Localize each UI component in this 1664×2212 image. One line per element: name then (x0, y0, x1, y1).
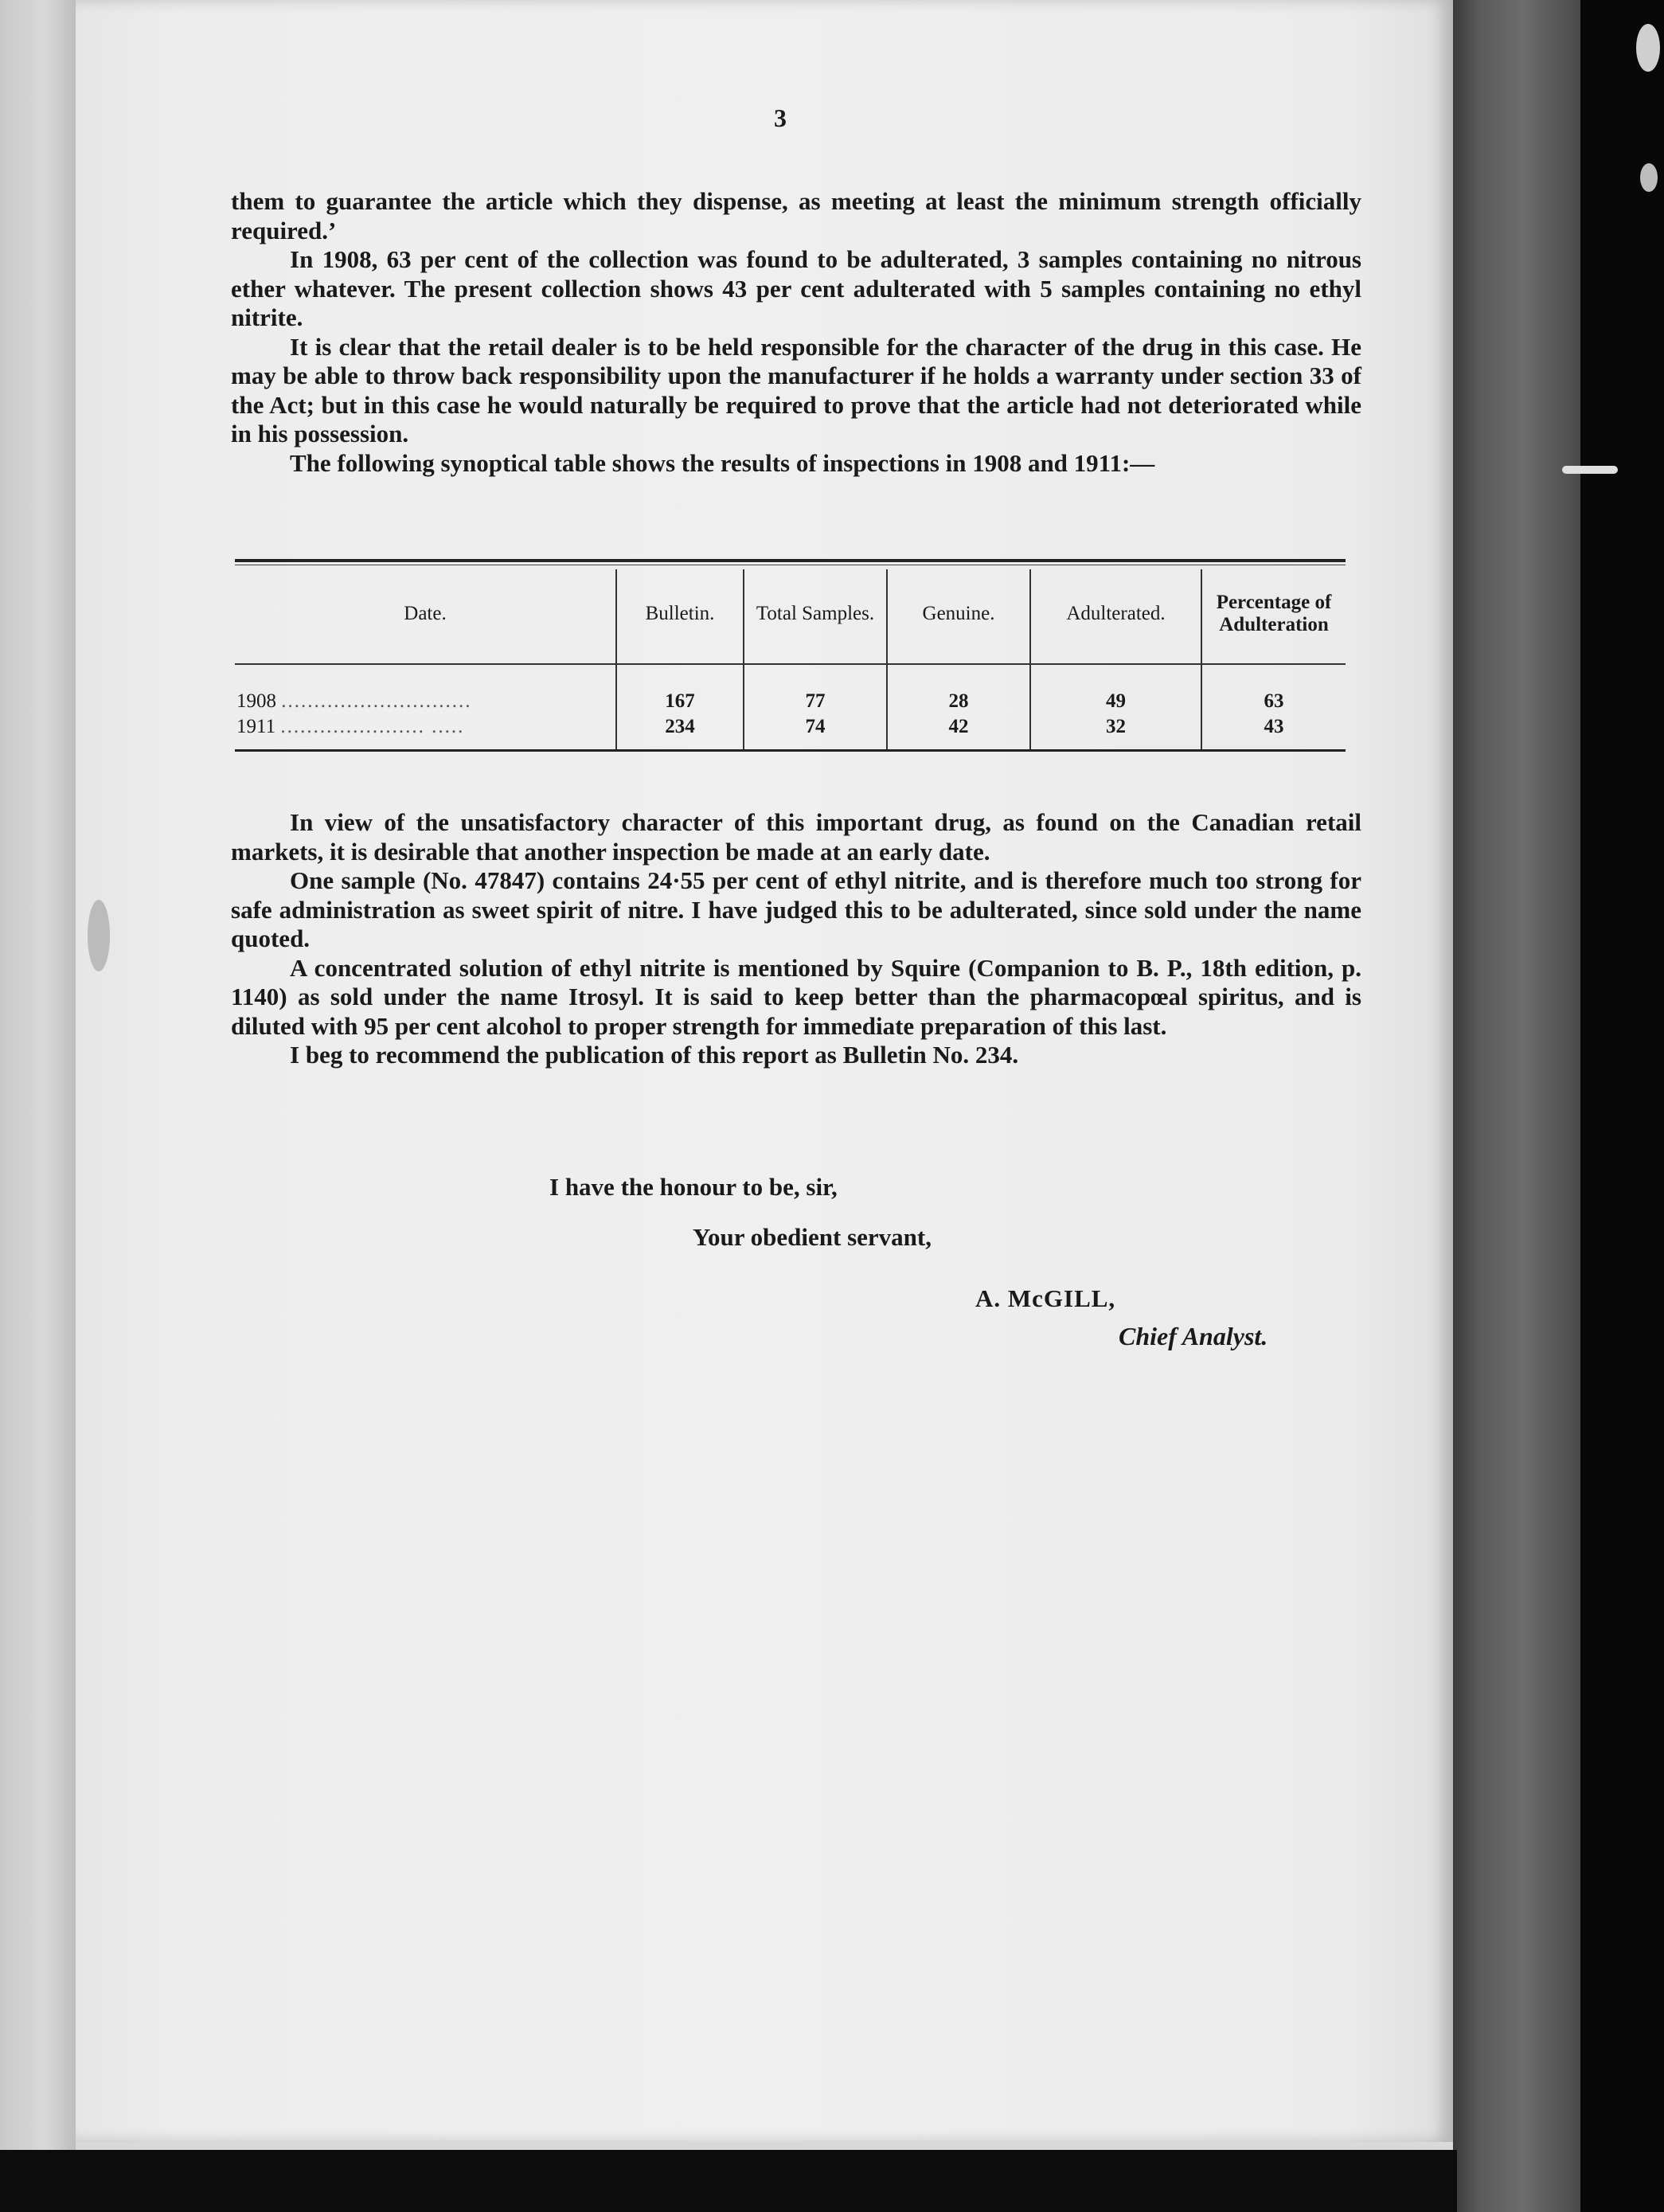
cell-genuine: 28 (887, 664, 1030, 714)
body-text-top (231, 187, 1361, 478)
leader-dots: ...................... ..... (280, 716, 465, 737)
paragraph: One sample (No. 47847) contains 24·55 per cent of ethyl nitrite, and is therefore much too strong for safe administration as sweet spirit of nitre. I have judged this to be adulterated, since sold under the name quoted. (231, 866, 1361, 952)
scan-speck (88, 900, 110, 971)
cell-total: 74 (744, 714, 887, 749)
scan-speck (1636, 24, 1660, 72)
table-row (235, 714, 1346, 749)
cell-date (235, 714, 616, 749)
leader-dots: ............................. (281, 690, 472, 712)
paragraph: I beg to recommend the publication of this report as Bulletin No. 234. (290, 1041, 1019, 1069)
closing-salutation: I have the honour to be, sir, (549, 1173, 838, 1201)
cell-percentage: 63 (1201, 664, 1346, 714)
header-bulletin: Bulletin. (616, 569, 744, 664)
signer-title: Chief Analyst. (1119, 1322, 1268, 1350)
header-adulterated: Adulterated. (1030, 569, 1201, 664)
signer-name: A. McGILL, (975, 1284, 1116, 1312)
scan-bottom-band (0, 2150, 1457, 2212)
cell-date-text: 1908 (236, 690, 276, 712)
closing-servant: Your obedient servant, (693, 1223, 932, 1251)
table-row (235, 664, 1346, 714)
cell-bulletin: 234 (616, 714, 744, 749)
scan-edge (1580, 0, 1664, 2212)
cell-date-text: 1911 (236, 716, 276, 737)
cell-bulletin: 167 (616, 664, 744, 714)
header-total-samples: Total Samples. (744, 569, 887, 664)
cell-adulterated: 32 (1030, 714, 1201, 749)
paragraph: In 1908, 63 per cent of the collection was found to be adulterated, 3 samples containing no nitrous ether whatever. The present collection shows 43 per cent adulterated with 5 samples containing no ethyl nitrite. (231, 245, 1361, 331)
paragraph: In view of the unsatisfactory character of this important drug, as found on the Canadian retail markets, it is desirable that another inspection be made at an early date. (231, 808, 1361, 866)
binding-gutter (1453, 0, 1580, 2212)
body-text-bottom (231, 808, 1361, 1070)
paragraph: It is clear that the retail dealer is to be held responsible for the character of the drug in this case. He may be able to throw back responsibility upon the manufacturer if he holds a warranty under section 33 of the Act; but in this case he would naturally be required to prove that the article had not deteriorated while in his possession. (231, 332, 1361, 447)
paragraph: them to guarantee the article which they dispense, as meeting at least the minimum strength officially required.’ (231, 187, 1361, 244)
page-number: 3 (774, 104, 787, 132)
cell-adulterated: 49 (1030, 664, 1201, 714)
scan-speck (1562, 466, 1618, 474)
header-percentage: Percentage of Adulteration (1201, 569, 1346, 664)
paragraph: The following synoptical table shows the results of inspections in 1908 and 1911:— (290, 448, 1155, 477)
cell-percentage: 43 (1201, 714, 1346, 749)
scan-speck (1640, 163, 1658, 192)
left-margin-strip (0, 0, 76, 2212)
cell-date (235, 664, 616, 714)
cell-genuine: 42 (887, 714, 1030, 749)
header-genuine: Genuine. (887, 569, 1030, 664)
header-date: Date. (235, 569, 616, 664)
inspection-table (235, 559, 1346, 752)
cell-total: 77 (744, 664, 887, 714)
paragraph: A concentrated solution of ethyl nitrite is mentioned by Squire (Companion to B. P., 18th edition, p. 1140) as sold under the name Itrosyl. It is said to keep better than the pharmacopœal spiritus, and is diluted with 95 per cent alcohol to proper strength for immediate preparation of this last. (231, 953, 1361, 1040)
